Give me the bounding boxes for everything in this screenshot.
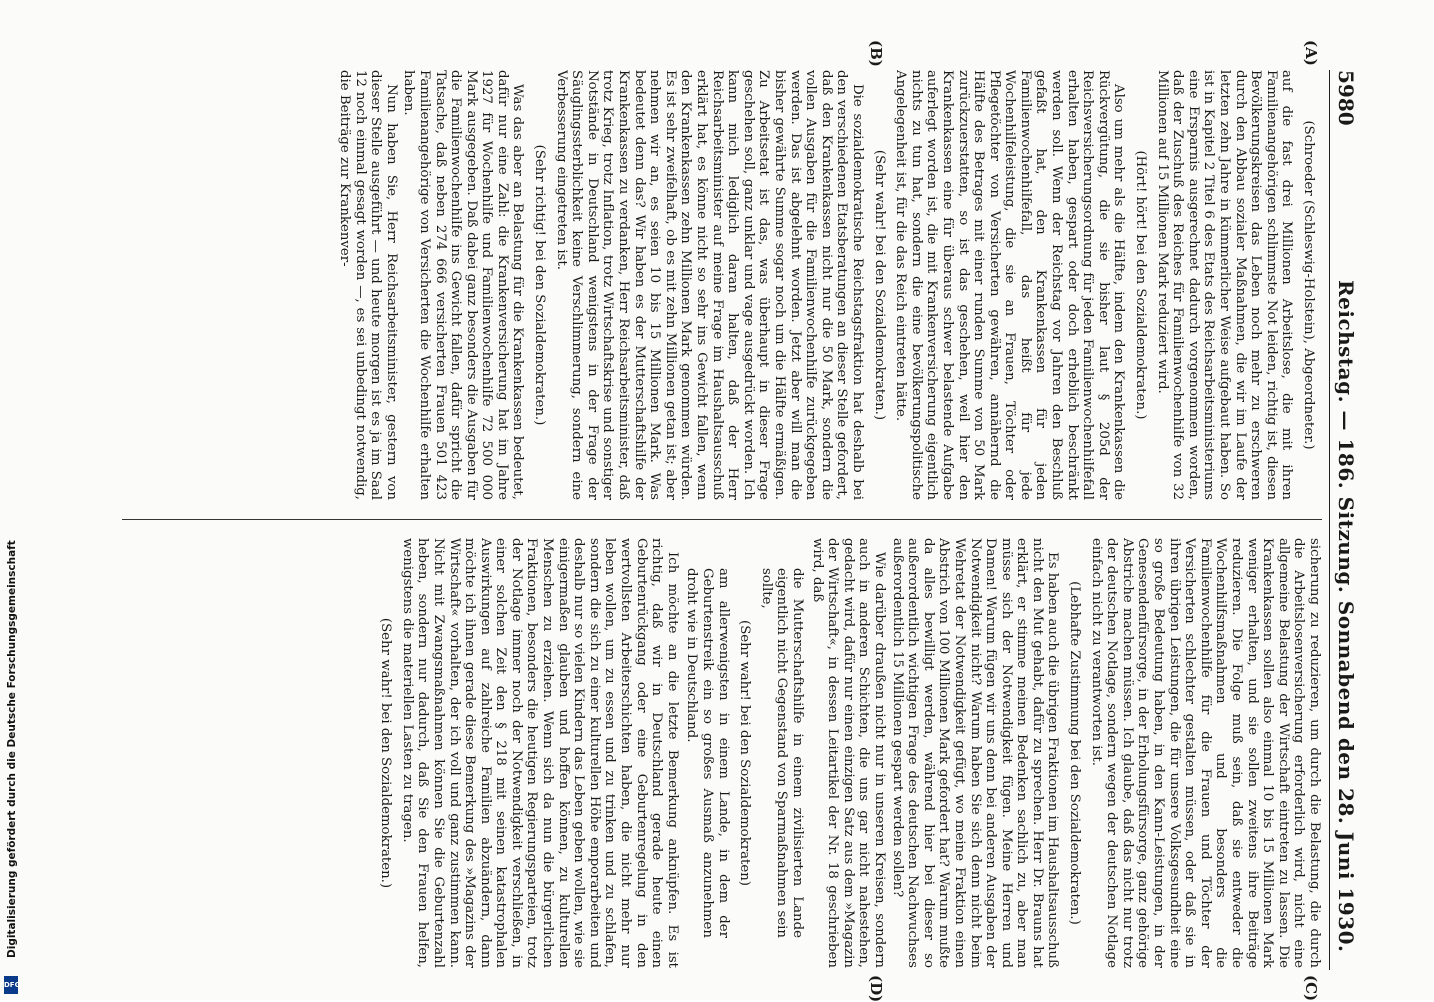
credit-text: Digitalisierung gefördert durch die Deutsche Forschungsgemeinschaft bbox=[6, 540, 18, 958]
right-column bbox=[112, 538, 1322, 968]
paragraph: Es haben auch die übrigen Fraktionen im Haushaltsausschuß nicht den Mut gehabt, dafür zu sprechen. Herr Dr. Brauns hat erklärt, er stimme meinen Bedenken sachlich zu, aber man müsse sich der Notwendigkeit fügen. Meine Herren und Damen! Warum fügen wir uns denn bei anderen Ausgaben der Notwendigkeit nicht? Warum haben Sie sich denn nicht beim Wehretat der Notwendigkeit gefügt, wo meine Fraktion einen Abstrich von 100 Millionen Mark gefordert hat? Warum mußte da alles bewilligt werden, während hier bei dieser so außerordentlich wichtigen Frage des deutschen Nachwuchses außerordentlich 15 Millionen gespart werden sollen? bbox=[889, 538, 1061, 968]
paragraph: auf die fast drei Millionen Arbeitslose, die mit ihren Familienangehörigen schlimmste Not leiden, richtig ist, diesen Bevölkerungskreisen das Leben noch mehr zu erschweren durch den Abbau sozialer Maßnahmen, die wir im Laufe der letzten zehn Jahre in kümmerlicher Weise aufgebaut haben. So ist in Kapitel 2 Titel 6 des Etats des Reichsarbeitsministeriums eine Ersparnis ausgerechnet dadurch vorgenommen worden, daß der Zuschuß des Reiches für Familienwochenhilfe von 32 Millionen auf 15 Millionen Mark reduziert wird. bbox=[1154, 70, 1295, 500]
digitization-credit bbox=[6, 14, 20, 994]
paragraph: Wie darüber draußen nicht nur in unseren Kreisen, sondern auch in anderen Schichten, die uns gar nicht nahestehen, gedacht wird, dafür nur einen einzigen Satz aus dem »Magazin der Wirtschaft«, in dessen Leitartikel der Nr. 18 geschrieben wird, daß bbox=[809, 538, 887, 968]
dfg-logo-icon: DFG bbox=[4, 976, 18, 994]
quotation: die Mutterschaftshilfe in einem zivilisierten Lande eigentlich nicht Gegenstand von Sparmaßnahmen sein sollte, bbox=[758, 568, 805, 938]
paragraph: Ich möchte an die letzte Bemerkung anknüpfen. Es ist richtig, daß wir in Deutschland gerade heute einen Geburtenrückgang oder eine Geburtenregelung in den wertvollsten Arbeiterschichten haben, die nicht mehr nur leben wollen, um zu essen und zu trinken und zu schlafen, sondern die sich zu einer kulturellen Höhe emporarbeiten und deshalb nur so vielen Kindern das Leben geben wollen, wie sie einigermaßen glauben und hoffen können, zu kulturellen Menschen zu erziehen. Wenn sich da nun die bürgerlichen Fraktionen, besonders die heutigen Regierungsparteien, trotz der Notlage immer noch der Notwendigkeit verschließen, in einer solchen Zeit den § 218 mit seinen katastrophalen Auswirkungen auf zahlreiche Familien abzuändern, dann möchte ich ihnen gerade diese Bemerkung des »Magazins der Wirtschaft« vorhalten, der ich voll und ganz zustimmen kann. Nicht mit Zwangsmaßnahmen können Sie die Geburtenzahl heben, sondern nur dadurch, daß Sie den Frauen helfen, wenigstens die materiellen Lasten zu tragen. bbox=[399, 538, 680, 968]
paragraph: sicherung zu reduzieren, um durch die Belastung, die durch die Arbeitslosenversicherung erforderlich wird, nicht eine allgemeine Belastung der Wirtschaft eintreten zu lassen. Die Krankenkassen sollen also einmal 10 bis 15 Millionen Mark weniger erhalten, und sie sollen zweitens ihre Beiträge reduzieren. Die Folge muß sein, daß sie entweder die Wochenhilfsmaßnahmen und besonders die Familienwochenhilfe für die Frauen und Töchter der Versicherten schlechter gestalten müssen, oder daß sie in ihren übrigen Leistungen, die für unsere Volksgesundheit eine so große Bedeutung haben, in den Kann-Leistungen, in der Genesendenfürsorge, in der Erholungsfürsorge, ganz gehörige Abstriche machen müssen. Ich glaube, daß das nicht nur trotz der deutschen Notlage, sondern wegen der deutschen Notlage einfach nicht zu verantworten ist. bbox=[1088, 538, 1322, 968]
page-header bbox=[1329, 70, 1360, 970]
interjection: (Hört! hört! bei den Sozialdemokraten.) bbox=[1133, 150, 1149, 420]
interjection: (Lebhafte Zustimmung bei den Sozialdemokraten.) bbox=[1067, 581, 1083, 925]
page-number: 5980 bbox=[1334, 70, 1358, 126]
page-title: Reichstag. — 186. Sitzung. Sonnabend den 28. Juni 1930. bbox=[1334, 280, 1358, 953]
margin-mark-c: (C) bbox=[1302, 975, 1320, 1002]
paragraph: Also um mehr als die Hälfte, indem den Krankenkassen die Rückvergütung, die sie bisher laut § 205d der Reichsversicherungsordnung für jeden Familienwochenhilfefall erhalten haben, gespart oder doch erheblich beschränkt werden soll. Wenn der Reichstag vor Jahren den Beschluß gefaßt hat, den Krankenkassen für jeden Familienwochenhilfefall, das heißt für jede Wochenhilfeleistung, die sie an Frauen, Töchter oder Pflegetöchter von Versicherten gewähren, annähernd die Hälfte des Betrages mit einer runden Summe von 50 Mark zurückzuerstatten, so ist das geschehen, weil hier den Krankenkassen eine für überaus schwer belastende Aufgabe auferlegt worden ist, die mit Krankenversicherung eigentlich nichts zu tun hat, sondern die eine bevölkerungspolitische Angelegenheit ist, für die das Reich eintreten hätte. bbox=[893, 70, 1127, 500]
rotated-page-content bbox=[100, 40, 1360, 1002]
interjection: (Sehr wahr! bei den Sozialdemokraten.) bbox=[378, 617, 394, 889]
margin-mark-a: (A) bbox=[1302, 40, 1320, 66]
speaker-line: (Schroeder (Schleswig-Holstein), Abgeordneter.) bbox=[1301, 120, 1316, 450]
paragraph: Was das aber an Belastung für die Krankenkassen bedeutet, dafür nur eine Zahl: die Krankenversicherung hat im Jahre 1927 für Wochenhilfe und Familienwochenhilfe 72 500 000 Mark ausgegeben. Daß dabei ganz besonders die Ausgaben für die Familienwochenhilfe ins Gewicht fallen, dafür spricht die Tatsache, daß neben 274 666 versicherten Frauen 501 423 Familienangehörige von Versicherten die Wochenhilfe erhalten haben. bbox=[401, 70, 526, 500]
quotation: am allerwenigsten in einem Lande, in dem der Geburtenstreik ein so großes Ausmaß anzunehmen droht wie in Deutschland. bbox=[684, 568, 731, 938]
interjection: (Sehr wahr! bei den Sozialdemokraten) bbox=[737, 620, 753, 886]
interjection: (Sehr richtig! bei den Sozialdemokraten.) bbox=[532, 144, 548, 426]
left-column bbox=[112, 70, 1322, 500]
margin-mark-d: (D) bbox=[867, 975, 885, 1002]
interjection: (Sehr wahr! bei den Sozialdemokraten.) bbox=[871, 149, 887, 421]
paragraph: Die sozialdemokratische Reichstagsfraktion hat deshalb bei den verschiedenen Etatsberatungen an dieser Stelle gefordert, daß den Krankenkassen nicht nur die 50 Mark, sondern die vollen Ausgaben für die Familienwochenhilfe zurückgegeben werden. Das ist abgelehnt worden. Jetzt aber will man die bisher gewährte Summe sogar noch um die Hälfte ermäßigen. Zu Arbeitsetat ist das, was überhaupt in dieser Frage geschehen soll, ganz unklar und vage ausgedrückt worden. Ich kann mich lediglich daran halten, daß der Herr Reichsarbeitsminister auf meine Frage im Haushaltsausschuß erklärt hat, es könne nicht so sehr ins Gewicht fallen, wenn den Krankenkassen zehn Millionen Mark genommen würden. Es ist sehr zweifelhaft, ob es mit zehn Millionen getan ist; aber nehmen wir an, es seien 10 bis 15 Millionen Mark. Was bedeutet denn das? Wir haben es der Mutterschaftshilfe der Krankenkassen zu verdanken, Herr Reichsarbeitsminister, daß trotz Krieg, trotz Inflation, trotz Wirtschaftskrise und sonstiger Notstände in Deutschland wenigstens in der Frage der Säuglingssterblichkeit keine Verschlimmerung, sondern eine Verbesserung eingetreten ist. bbox=[553, 70, 865, 500]
column-divider bbox=[122, 519, 1322, 520]
margin-mark-b: (B) bbox=[867, 40, 885, 67]
paragraph: Nun haben Sie, Herr Reichsarbeitsminister, gestern von dieser Stelle ausgeführt — und heute morgen ist es ja im Saal 12 noch einmal gesagt worden —, es sei unbedingt notwendig, die Beiträge zur Krankenver- bbox=[336, 70, 399, 500]
